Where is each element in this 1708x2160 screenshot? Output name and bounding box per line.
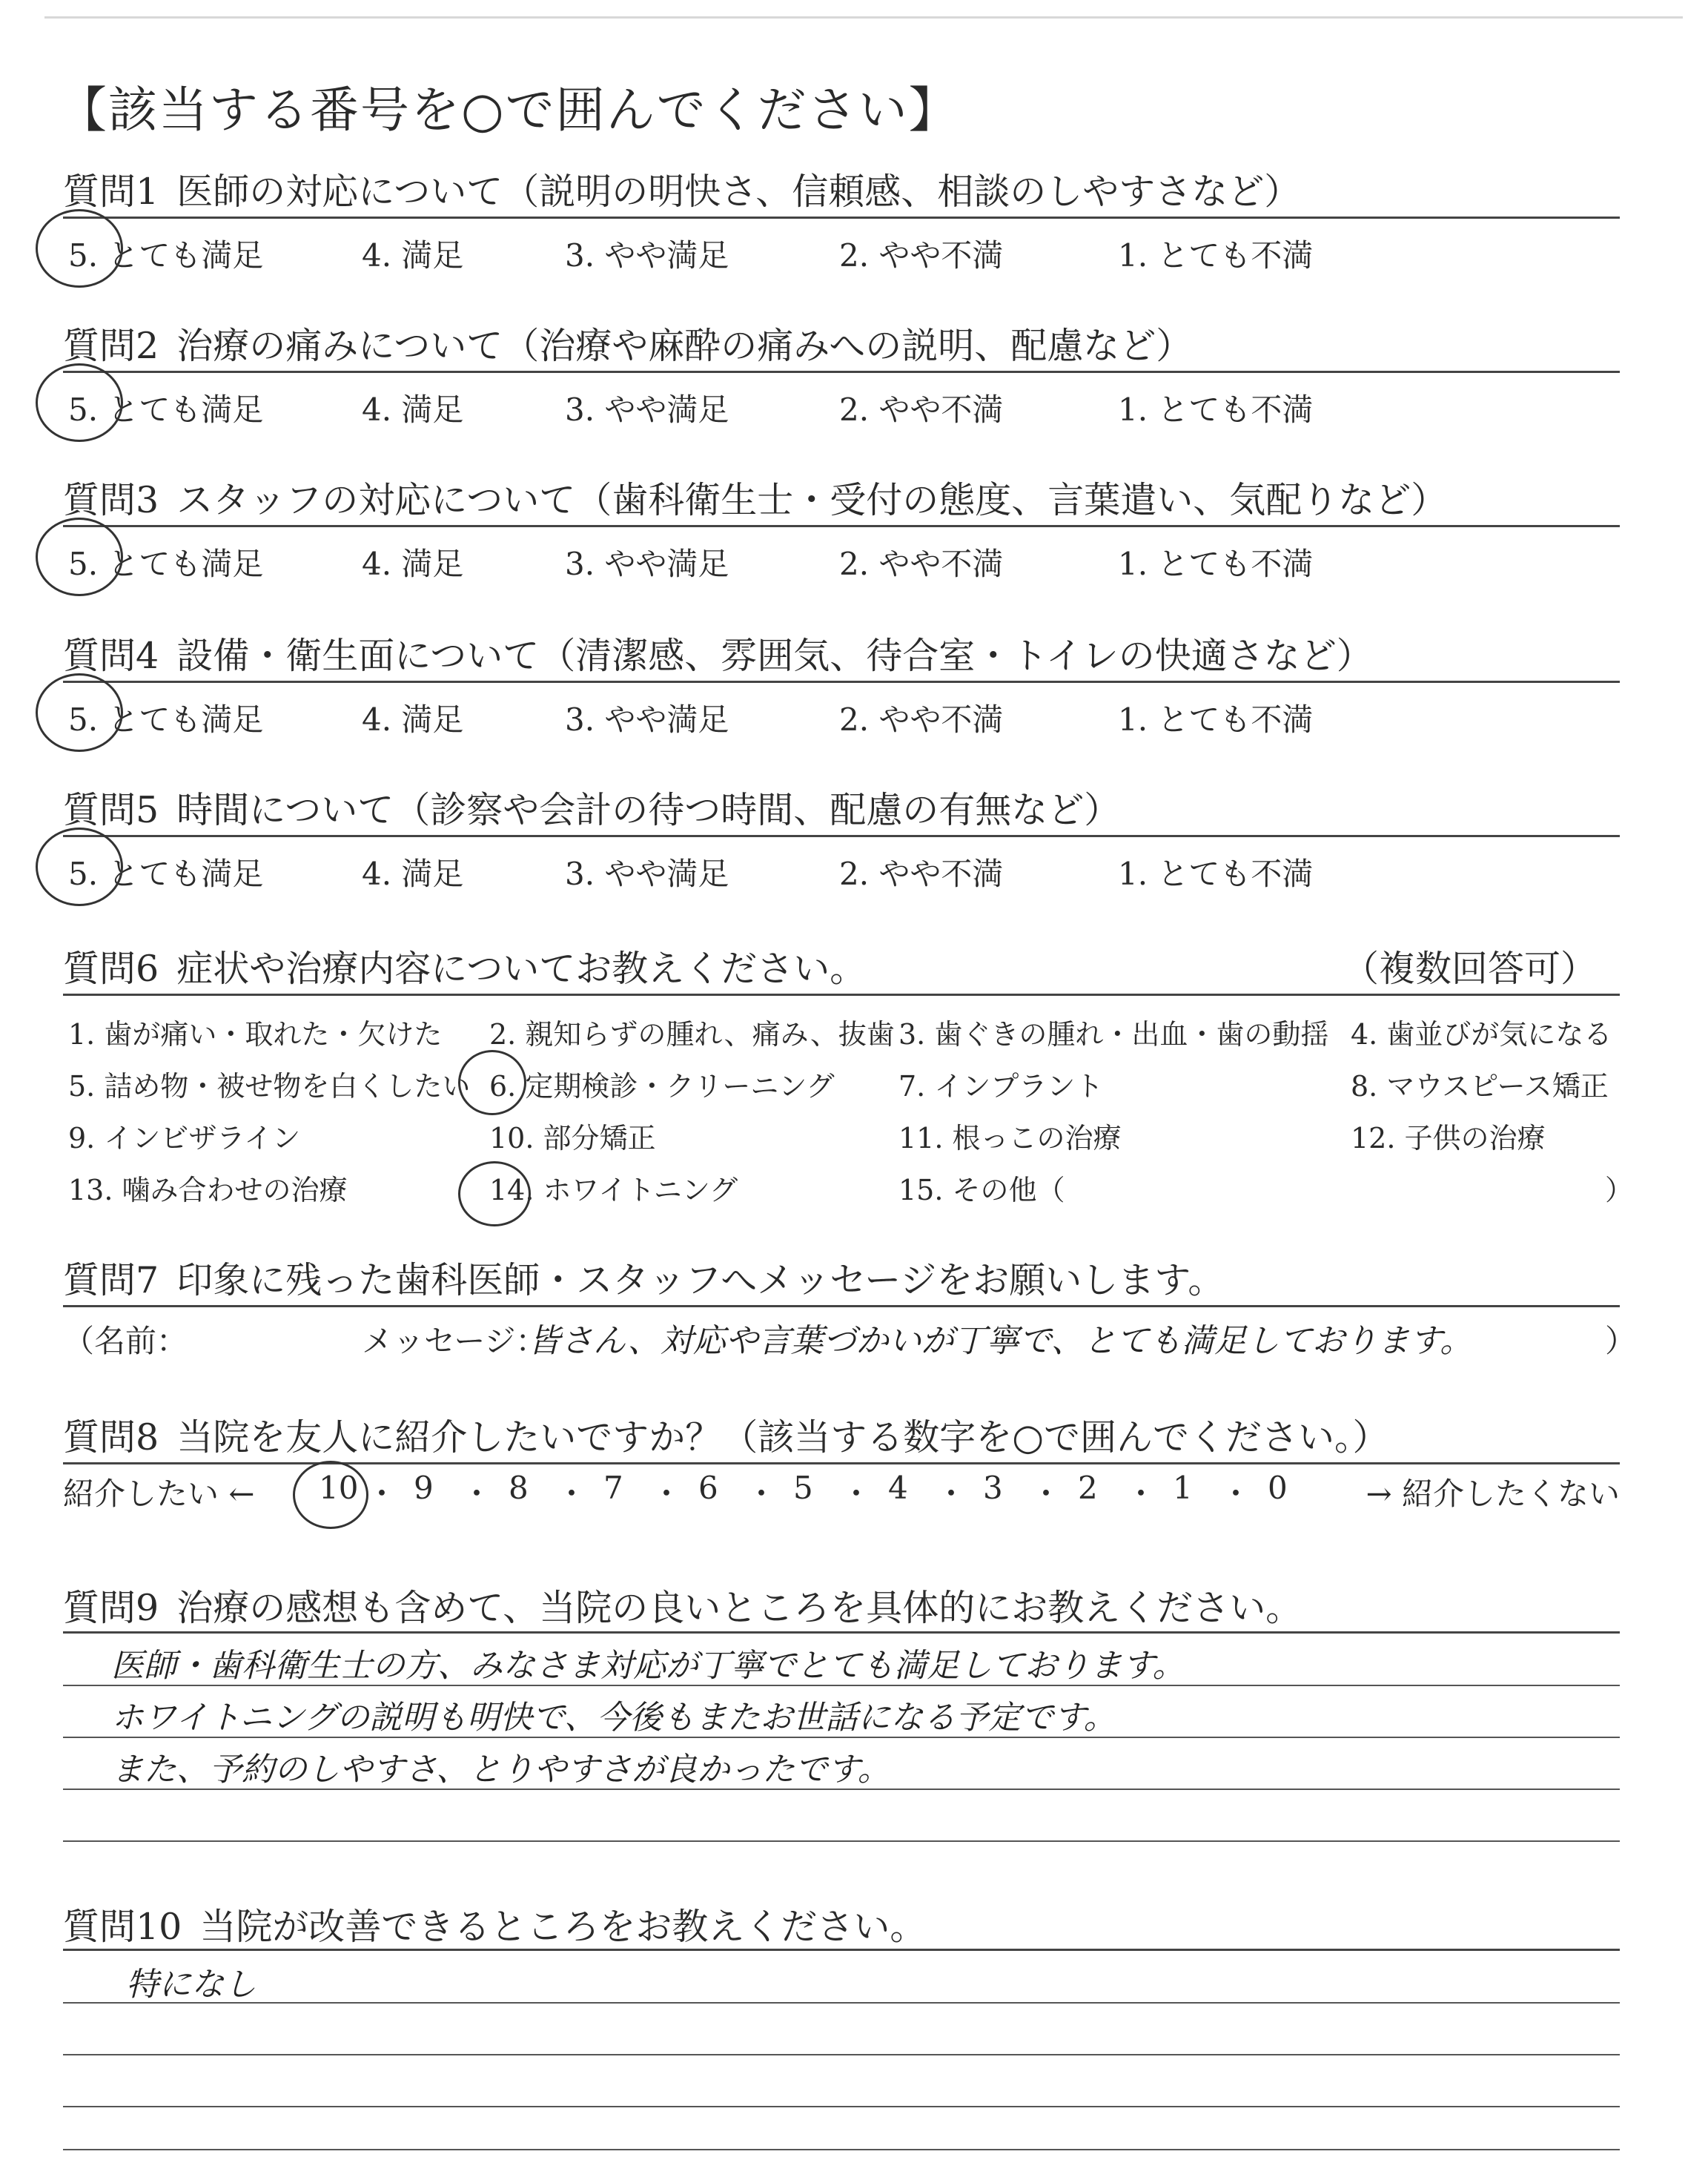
q8-scale-separator: ・ (936, 1476, 967, 1512)
q6-option-2[interactable]: 2. 親知らずの腫れ、痛み、抜歯 (489, 1018, 895, 1051)
q7-title (63, 1252, 1224, 1304)
q7-rule (63, 1305, 1620, 1307)
q5-option-5[interactable]: 5. とても満足 (68, 856, 264, 892)
q6-option-8[interactable]: 8. マウスピース矯正 (1351, 1070, 1609, 1103)
q1-number: 質問1 (63, 171, 159, 213)
q5-option-4[interactable]: 4. 満足 (362, 856, 464, 892)
q9-title (63, 1579, 1302, 1631)
q1-rule (63, 217, 1620, 219)
top-rule (44, 16, 1683, 19)
q8-scale-separator: ・ (746, 1476, 778, 1512)
q9-answer-line-3[interactable]: また、予約のしやすさ、とりやすさが良かったです。 (111, 1751, 890, 1789)
q7-text: 印象に残った歯科医師・スタッフへメッセージをお願いします。 (176, 1259, 1225, 1301)
q6-option-11[interactable]: 11. 根っこの治療 (898, 1122, 1122, 1155)
q9-answer-line-2[interactable]: ホワイトニングの説明も明快で、今後もまたお世話になる予定です。 (111, 1699, 1116, 1737)
q2-option-5[interactable]: 5. とても満足 (68, 392, 264, 428)
q8-scale-0[interactable]: 0 (1268, 1470, 1288, 1506)
q10-answer-line-1[interactable]: 特になし (126, 1966, 256, 2004)
q4-option-1[interactable]: 1. とても不満 (1118, 701, 1314, 738)
q7-message[interactable]: 皆さん、対応や言葉づかいが丁寧で、とても満足しております。 (528, 1322, 1473, 1360)
q4-text: 設備・衛生面について（清潔感、雰囲気、待合室・トイレの快適さなど） (176, 635, 1373, 677)
q6-option-10[interactable]: 10. 部分矯正 (489, 1122, 656, 1155)
q6-option-13[interactable]: 13. 噛み合わせの治療 (68, 1174, 348, 1206)
q3-option-2[interactable]: 2. やや不満 (839, 546, 1004, 582)
q1-option-2[interactable]: 2. やや不満 (839, 237, 1004, 274)
q8-scale-separator: ・ (461, 1476, 493, 1512)
q9-number: 質問9 (63, 1587, 159, 1629)
q10-line-1 (63, 2002, 1620, 2004)
q6-option-3[interactable]: 3. 歯ぐきの腫れ・出血・歯の動揺 (898, 1018, 1329, 1051)
q3-option-5[interactable]: 5. とても満足 (68, 546, 264, 582)
q5-title (63, 782, 1120, 833)
q8-scale-9[interactable]: 9 (414, 1470, 434, 1506)
q8-rule (63, 1462, 1620, 1464)
q6-number: 質問6 (63, 948, 159, 990)
q3-rule (63, 525, 1620, 527)
q6-option-12[interactable]: 12. 子供の治療 (1351, 1122, 1546, 1155)
q5-option-2[interactable]: 2. やや不満 (839, 856, 1004, 892)
q3-text: スタッフの対応について（歯科衛生士・受付の態度、言葉遣い、気配りなど） (176, 479, 1448, 521)
q10-number: 質問10 (63, 1906, 182, 1948)
q8-scale-6[interactable]: 6 (698, 1470, 718, 1506)
q6-title (63, 940, 866, 992)
q10-text: 当院が改善できるところをお教えください。 (199, 1906, 927, 1948)
q4-option-4[interactable]: 4. 満足 (362, 701, 464, 738)
q8-scale-separator: ・ (1030, 1476, 1062, 1512)
q6-option-6[interactable]: 6. 定期検診・クリーニング (489, 1070, 835, 1103)
q9-text: 治療の感想も含めて、当院の良いところを具体的にお教えください。 (176, 1587, 1302, 1629)
q4-option-3[interactable]: 3. やや満足 (565, 701, 729, 738)
q8-scale-4[interactable]: 4 (888, 1470, 908, 1506)
q8-scale-separator: ・ (651, 1476, 683, 1512)
q3-title (63, 472, 1447, 524)
q2-option-2[interactable]: 2. やや不満 (839, 392, 1004, 428)
q6-option-14[interactable]: 14. ホワイトニング (489, 1174, 738, 1206)
q8-scale-separator: ・ (1220, 1476, 1252, 1512)
q4-title (63, 627, 1373, 679)
q5-rule (63, 835, 1620, 837)
q2-text: 治療の痛みについて（治療や麻酔の痛みへの説明、配慮など） (176, 325, 1193, 367)
q7-name-label: （名前： (63, 1323, 188, 1359)
q3-number: 質問3 (63, 479, 159, 521)
q2-option-4[interactable]: 4. 満足 (362, 392, 464, 428)
q8-left-label: 紹介したい ← (63, 1476, 255, 1512)
q8-scale-10[interactable]: 10 (319, 1470, 359, 1506)
q8-scale-separator: ・ (366, 1476, 398, 1512)
q8-scale-5[interactable]: 5 (793, 1470, 813, 1506)
q5-text: 時間について（診察や会計の待つ時間、配慮の有無など） (176, 789, 1121, 831)
q6-note: （複数回答可） (1342, 948, 1597, 990)
q6-option-9[interactable]: 9. インビザライン (68, 1122, 301, 1155)
q7-message-label: メッセージ： (362, 1323, 547, 1359)
q1-option-1[interactable]: 1. とても不満 (1118, 237, 1314, 274)
q8-scale-separator: ・ (556, 1476, 588, 1512)
q7-number: 質問7 (63, 1259, 159, 1301)
q8-title (63, 1409, 1388, 1461)
page-header: 【該当する番号を○で囲んでください】 (58, 82, 959, 139)
q8-scale-separator: ・ (1125, 1476, 1157, 1512)
q4-rule (63, 681, 1620, 683)
q1-title (63, 163, 1300, 215)
q2-title (63, 317, 1192, 369)
q4-option-5[interactable]: 5. とても満足 (68, 701, 264, 738)
q8-scale-1[interactable]: 1 (1173, 1470, 1193, 1506)
q6-option-15[interactable]: 15. その他（ (898, 1174, 1065, 1206)
q3-option-3[interactable]: 3. やや満足 (565, 546, 729, 582)
q8-number: 質問8 (63, 1416, 159, 1459)
q6-option-4[interactable]: 4. 歯並びが気になる (1351, 1018, 1612, 1051)
q1-option-5[interactable]: 5. とても満足 (68, 237, 264, 274)
q3-option-1[interactable]: 1. とても不満 (1118, 546, 1314, 582)
q6-text: 症状や治療内容についてお教えください。 (176, 948, 867, 990)
q10-title (63, 1898, 926, 1950)
q6-option-1[interactable]: 1. 歯が痛い・取れた・欠けた (68, 1018, 443, 1051)
q10-line-4 (63, 2149, 1620, 2150)
q2-option-3[interactable]: 3. やや満足 (565, 392, 729, 428)
q10-rule (63, 1949, 1620, 1951)
q5-number: 質問5 (63, 789, 159, 831)
q2-option-1[interactable]: 1. とても不満 (1118, 392, 1314, 428)
q8-scale-2[interactable]: 2 (1078, 1470, 1098, 1506)
q10-line-2 (63, 2054, 1620, 2055)
q7-close: ） (1605, 1323, 1637, 1359)
q6-option-5[interactable]: 5. 詰め物・被せ物を白くしたい (68, 1070, 471, 1103)
q1-option-4[interactable]: 4. 満足 (362, 237, 464, 274)
q4-number: 質問4 (63, 635, 159, 677)
q6-rule (63, 994, 1620, 996)
q1-option-3[interactable]: 3. やや満足 (565, 237, 729, 274)
q8-scale-separator: ・ (841, 1476, 873, 1512)
q1-text: 医師の対応について（説明の明快さ、信頼感、相談のしやすさなど） (176, 171, 1301, 213)
q8-scale-3[interactable]: 3 (983, 1470, 1003, 1506)
q3-option-4[interactable]: 4. 満足 (362, 546, 464, 582)
q9-rule (63, 1631, 1620, 1634)
q9-answer-line-1[interactable]: 医師・歯科衛生士の方、みなさま対応が丁寧でとても満足しております。 (111, 1647, 1185, 1685)
q6-other-close: ） (1605, 1174, 1634, 1206)
q8-text: 当院を友人に紹介したいですか？（該当する数字を○で囲んでください。） (176, 1416, 1389, 1459)
q4-option-2[interactable]: 2. やや不満 (839, 701, 1004, 738)
q10-line-3 (63, 2106, 1620, 2107)
q8-right-label: → 紹介したくない (1366, 1476, 1620, 1512)
q8-scale-8[interactable]: 8 (509, 1470, 529, 1506)
q2-number: 質問2 (63, 325, 159, 367)
q6-option-7[interactable]: 7. インプラント (898, 1070, 1104, 1103)
q8-scale-7[interactable]: 7 (603, 1470, 623, 1506)
q5-option-1[interactable]: 1. とても不満 (1118, 856, 1314, 892)
q2-rule (63, 371, 1620, 373)
q5-option-3[interactable]: 3. やや満足 (565, 856, 729, 892)
q9-line-4 (63, 1840, 1620, 1842)
